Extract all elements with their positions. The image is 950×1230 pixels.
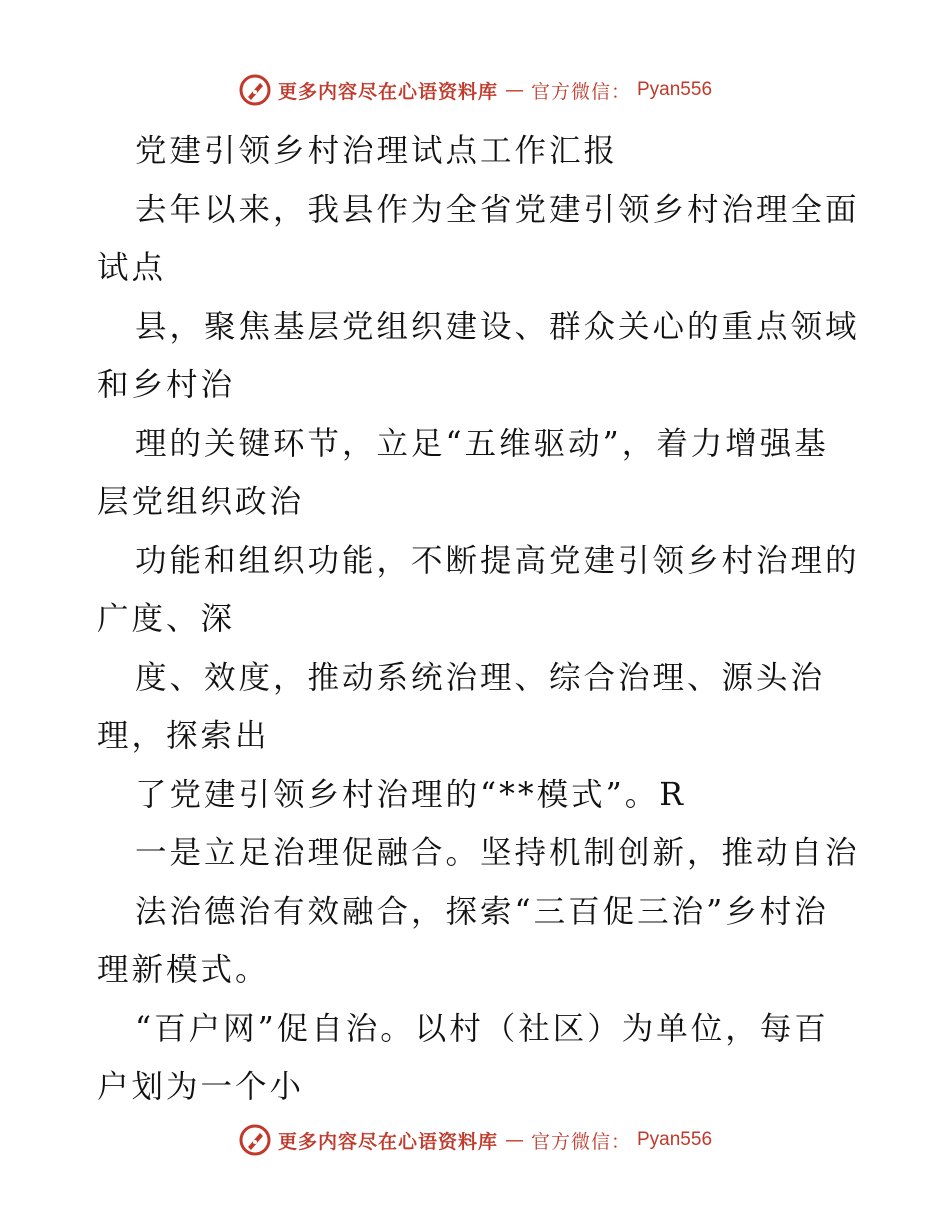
banner-wechat-id: Pyan556 xyxy=(637,79,713,100)
footer-banner xyxy=(0,1120,950,1160)
text-line: 了党建引领乡村治理的“**模式”。R xyxy=(135,776,686,813)
banner-wechat-label: 官方微信： xyxy=(530,1130,631,1153)
text-line: 层党组织政治 xyxy=(97,484,305,520)
banner-dash: — xyxy=(504,1129,524,1151)
pen-nib-circle-icon xyxy=(238,1123,272,1157)
text-line: 理的关键环节，立足“五维驱动”，着力增强基 xyxy=(135,425,829,462)
text-line: “百户网”促自治。以村（社区）为单位，每百 xyxy=(135,1010,829,1047)
banner-dash: — xyxy=(504,79,524,101)
header-banner xyxy=(0,70,950,110)
text-line: 广度、深 xyxy=(97,601,236,637)
text-line: 法治德治有效融合，探索“三百促三治”乡村治 xyxy=(135,893,829,930)
text-line: 试点 xyxy=(97,250,167,286)
text-line: 功能和组织功能，不断提高党建引领乡村治理的 xyxy=(135,542,860,579)
text-line: 一是立足治理促融合。坚持机制创新，推动自治 xyxy=(135,835,860,871)
text-line: 度、效度，推动系统治理、综合治理、源头治 xyxy=(135,659,826,696)
document-title: 党建引领乡村治理试点工作汇报 xyxy=(135,133,619,169)
text-line: 县，聚焦基层党组织建设、群众关心的重点领域 xyxy=(135,308,860,345)
text-line: 理，探索出 xyxy=(97,718,270,754)
text-line: 理新模式。 xyxy=(97,952,270,988)
document-body xyxy=(97,122,860,1117)
pen-nib-circle-icon xyxy=(238,73,272,107)
text-line: 和乡村治 xyxy=(97,367,236,403)
banner-text: 更多内容尽在心语资料库 xyxy=(277,1130,498,1153)
banner-wechat-id: Pyan556 xyxy=(637,1129,713,1150)
banner-text: 更多内容尽在心语资料库 xyxy=(277,80,498,103)
banner-wechat-label: 官方微信： xyxy=(530,80,631,103)
text-line: 去年以来，我县作为全省党建引领乡村治理全面 xyxy=(135,191,860,228)
text-line: 户划为一个小 xyxy=(97,1069,305,1105)
